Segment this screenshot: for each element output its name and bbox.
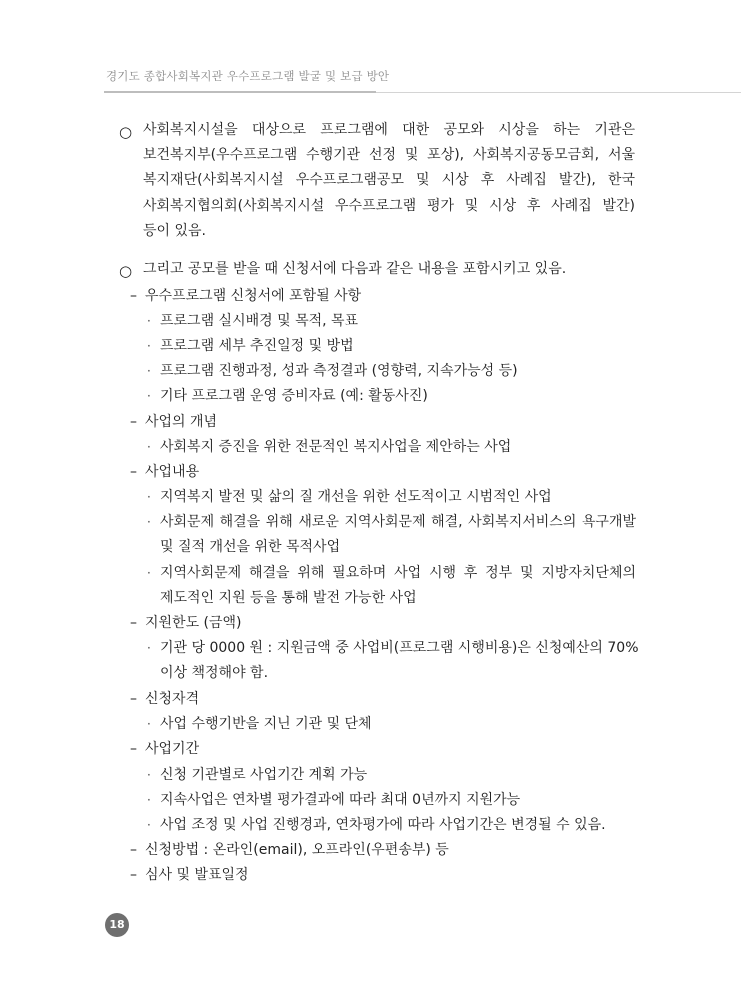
dash-bullet-icon: – xyxy=(130,691,137,707)
dash-bullet-icon: – xyxy=(130,615,137,631)
dash-item-heading: 신청자격 xyxy=(145,691,200,707)
dash-item-heading: 신청방법 : 온라인(email), 오프라인(우편송부) 등 xyxy=(145,842,449,858)
dash-item-heading: 사업의 개념 xyxy=(145,414,218,430)
header-rule-thick xyxy=(104,91,376,93)
running-header: 경기도 종합사회복지관 우수프로그램 발굴 및 보급 방안 xyxy=(106,69,390,83)
middle-dot-icon: · xyxy=(147,768,151,782)
middle-dot-icon: · xyxy=(147,440,151,454)
dash-bullet-icon: – xyxy=(130,741,137,757)
paragraph-text: 사회복지시설을 대상으로 프로그램에 대한 공모와 시상을 하는 기관은 보건복지부(우수프로그램 수행기관 선정 및 포상), 사회복지공동모금회, 서울 복지재단(사회복지시설 우수프로그램공모 및 시상 후 사례집 발간), 한국 사회복지협의회(사회복지시설 우수프로그램 평가 및 시상 후 사례집 발간) 등이 있음. xyxy=(143,122,635,239)
dash-bullet-icon: – xyxy=(130,288,137,304)
dash-bullet-icon: – xyxy=(130,842,137,858)
middle-dot-icon: · xyxy=(147,818,151,832)
circle-bullet-icon: ○ xyxy=(119,123,133,141)
middle-dot-icon: · xyxy=(147,515,151,529)
middle-dot-icon: · xyxy=(147,490,151,504)
paragraph-text: 그리고 공모를 받을 때 신청서에 다음과 같은 내용을 포함시키고 있음. xyxy=(143,261,567,277)
middle-dot-icon: · xyxy=(147,566,151,580)
dash-item-heading: 심사 및 발표일정 xyxy=(145,867,249,883)
dash-bullet-icon: – xyxy=(130,414,137,430)
header-rule-thin xyxy=(376,92,741,93)
dash-bullet-icon: – xyxy=(130,867,137,883)
circle-bullet-icon: ○ xyxy=(119,262,133,280)
middle-dot-icon: · xyxy=(147,364,151,378)
middle-dot-icon: · xyxy=(147,793,151,807)
dash-item-heading: 우수프로그램 신청서에 포함될 사항 xyxy=(145,288,362,304)
dash-item-heading: 사업내용 xyxy=(145,464,200,480)
middle-dot-icon: · xyxy=(147,641,151,655)
middle-dot-icon: · xyxy=(147,339,151,353)
dash-item-heading: 지원한도 (금액) xyxy=(145,615,242,631)
middle-dot-icon: · xyxy=(147,389,151,403)
page-number-badge: 18 xyxy=(105,913,129,937)
dash-bullet-icon: – xyxy=(130,464,137,480)
middle-dot-icon: · xyxy=(147,717,151,731)
dash-item-heading: 사업기간 xyxy=(145,741,200,757)
middle-dot-icon: · xyxy=(147,314,151,328)
